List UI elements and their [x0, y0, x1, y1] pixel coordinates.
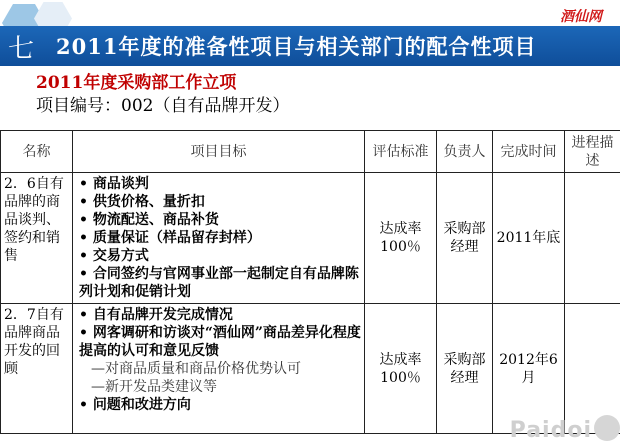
goal-item: • 合同签约与官网事业部一起制定自有品牌陈列计划和促销计划 [79, 266, 359, 300]
row-progress [565, 304, 620, 434]
header-completion: 完成时间 [493, 131, 565, 173]
table-row [1, 304, 620, 434]
goal-item: • 交易方式 [79, 248, 149, 264]
header-name: 名称 [1, 131, 73, 173]
table-header-row [1, 131, 620, 173]
row-name: 2．6自有品牌的商品谈判、签约和销售 [1, 173, 73, 304]
title-bar [0, 26, 620, 66]
goal-item: • 问题和改进方向 [79, 397, 191, 413]
goal-item: • 网客调研和访谈对“酒仙网”商品差异化程度提高的认可和意见反馈 [79, 325, 361, 359]
row-completion: 2012年6月 [493, 304, 565, 434]
row-owner: 采购部经理 [437, 304, 493, 434]
goal-item: • 质量保证（样品留存封样） [79, 230, 261, 246]
row-progress [565, 173, 620, 304]
subtitle: 2011年度采购部工作立项 [36, 73, 237, 93]
brand-logo: 酒仙网 [560, 9, 602, 25]
watermark-icon [594, 415, 620, 441]
watermark: Paidoi [509, 418, 592, 443]
row-criteria: 达成率100％ [365, 173, 437, 304]
row-goals [73, 304, 365, 434]
header-goals: 项目目标 [73, 131, 365, 173]
goal-item: • 物流配送、商品补货 [79, 212, 219, 228]
row-name: 2．7自有品牌商品开发的回顾 [1, 304, 73, 434]
header-progress: 进程描述 [565, 131, 620, 173]
sub-goal-item: —对商品质量和商品价格优势认可 [91, 361, 301, 377]
project-code: 项目编号：002（自有品牌开发） [36, 96, 290, 116]
goal-item: • 供货价格、量折扣 [79, 194, 205, 210]
row-completion: 2011年底 [493, 173, 565, 304]
header-criteria: 评估标准 [365, 131, 437, 173]
table-row [1, 173, 620, 304]
goal-item: • 自有品牌开发完成情况 [79, 307, 233, 323]
goal-item: • 商品谈判 [79, 176, 149, 192]
sub-goal-item: —新开发品类建议等 [91, 379, 217, 395]
project-table [0, 130, 620, 434]
row-owner: 采购部经理 [437, 173, 493, 304]
section-number: 七 [8, 34, 35, 64]
slide-title: 2011年度的准备性项目与相关部门的配合性项目 [56, 34, 537, 59]
row-goals [73, 173, 365, 304]
row-criteria: 达成率100％ [365, 304, 437, 434]
header-owner: 负责人 [437, 131, 493, 173]
